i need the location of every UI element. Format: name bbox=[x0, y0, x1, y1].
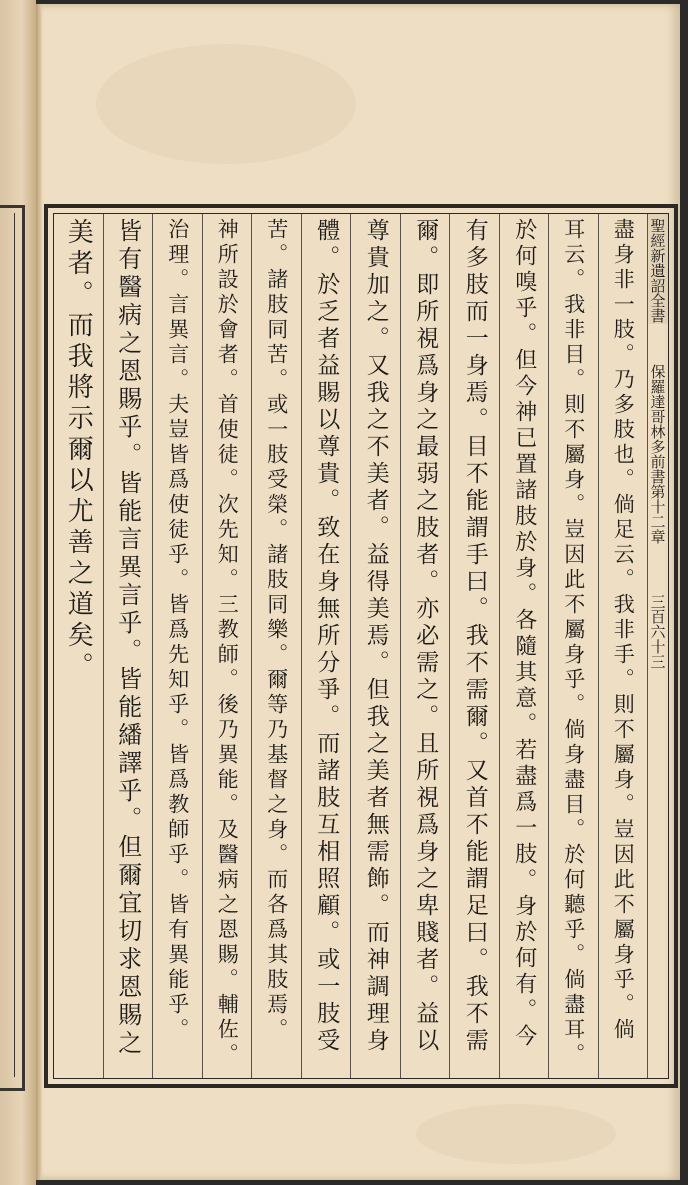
text-column bbox=[350, 214, 400, 1078]
previous-page-inner-rule bbox=[0, 213, 15, 1077]
text-column bbox=[103, 214, 153, 1078]
text-column bbox=[449, 214, 499, 1078]
page bbox=[36, 4, 680, 1180]
book-title: 聖經新遺詔全書 bbox=[648, 218, 667, 323]
column-text: 於何嗅乎。但今神已置諸肢於身。各隨其意。若盡爲一肢。身於何有。今 bbox=[511, 218, 537, 1050]
folio-number: 三百六十三 bbox=[648, 594, 667, 669]
text-column bbox=[400, 214, 450, 1078]
page-gutter bbox=[36, 4, 42, 1180]
column-text: 神所設於會者。首使徒。次先知。三教師。後乃異能。及醫病之恩賜。輔佐。 bbox=[215, 218, 240, 1068]
text-column bbox=[54, 214, 103, 1078]
previous-page-edge bbox=[0, 0, 36, 1185]
column-text: 有多肢而一身焉。目不能謂手曰。我不需爾。又首不能謂足曰。我不需 bbox=[461, 218, 488, 1055]
column-text: 苦。諸肢同苦。或一肢受榮。諸肢同樂。爾等乃基督之身。而各爲其肢焉。 bbox=[264, 218, 289, 1043]
text-column bbox=[251, 214, 301, 1078]
column-text: 美者。而我將示爾以尤善之道矣。 bbox=[63, 218, 94, 683]
paper-stain bbox=[96, 44, 356, 164]
text-column bbox=[548, 214, 598, 1078]
paper-stain bbox=[416, 1104, 616, 1164]
column-text: 盡身非一肢。乃多肢也。倘足云。我非手。則不屬身。豈因此不屬身乎。倘 bbox=[611, 218, 636, 1043]
text-column bbox=[152, 214, 202, 1078]
column-text: 尊貴加之。又我之不美者。益得美焉。但我之美者無需飾。而神調理身 bbox=[362, 218, 389, 1055]
column-text: 體。於乏者益賜以尊貴。致在身無所分爭。而諸肢互相照顧。或一肢受 bbox=[313, 218, 340, 1055]
header-column bbox=[647, 214, 668, 1078]
text-column bbox=[598, 214, 648, 1078]
column-text: 耳云。我非目。則不屬身。豈因此不屬身乎。倘身盡目。於何聽乎。倘盡耳。 bbox=[561, 218, 586, 1068]
text-column bbox=[301, 214, 351, 1078]
previous-page-text bbox=[1, 225, 13, 294]
chapter-heading: 保羅達哥林多前書第十二章 bbox=[648, 364, 667, 544]
text-frame-inner bbox=[53, 213, 669, 1079]
text-frame bbox=[44, 204, 678, 1088]
column-text: 爾。即所視爲身之最弱之肢者。亦必需之。且所視爲身之卑賤者。益以 bbox=[412, 218, 439, 1055]
text-columns bbox=[54, 214, 668, 1078]
column-text: 皆有醫病之恩賜乎。皆能言異言乎。皆能繙譯乎。但爾宜切求恩賜之 bbox=[113, 218, 142, 1058]
text-column bbox=[499, 214, 549, 1078]
column-text: 治理。言異言。夫豈皆爲使徒乎。皆爲先知乎。皆爲教師乎。皆有異能乎。 bbox=[165, 218, 190, 1043]
text-column bbox=[202, 214, 252, 1078]
